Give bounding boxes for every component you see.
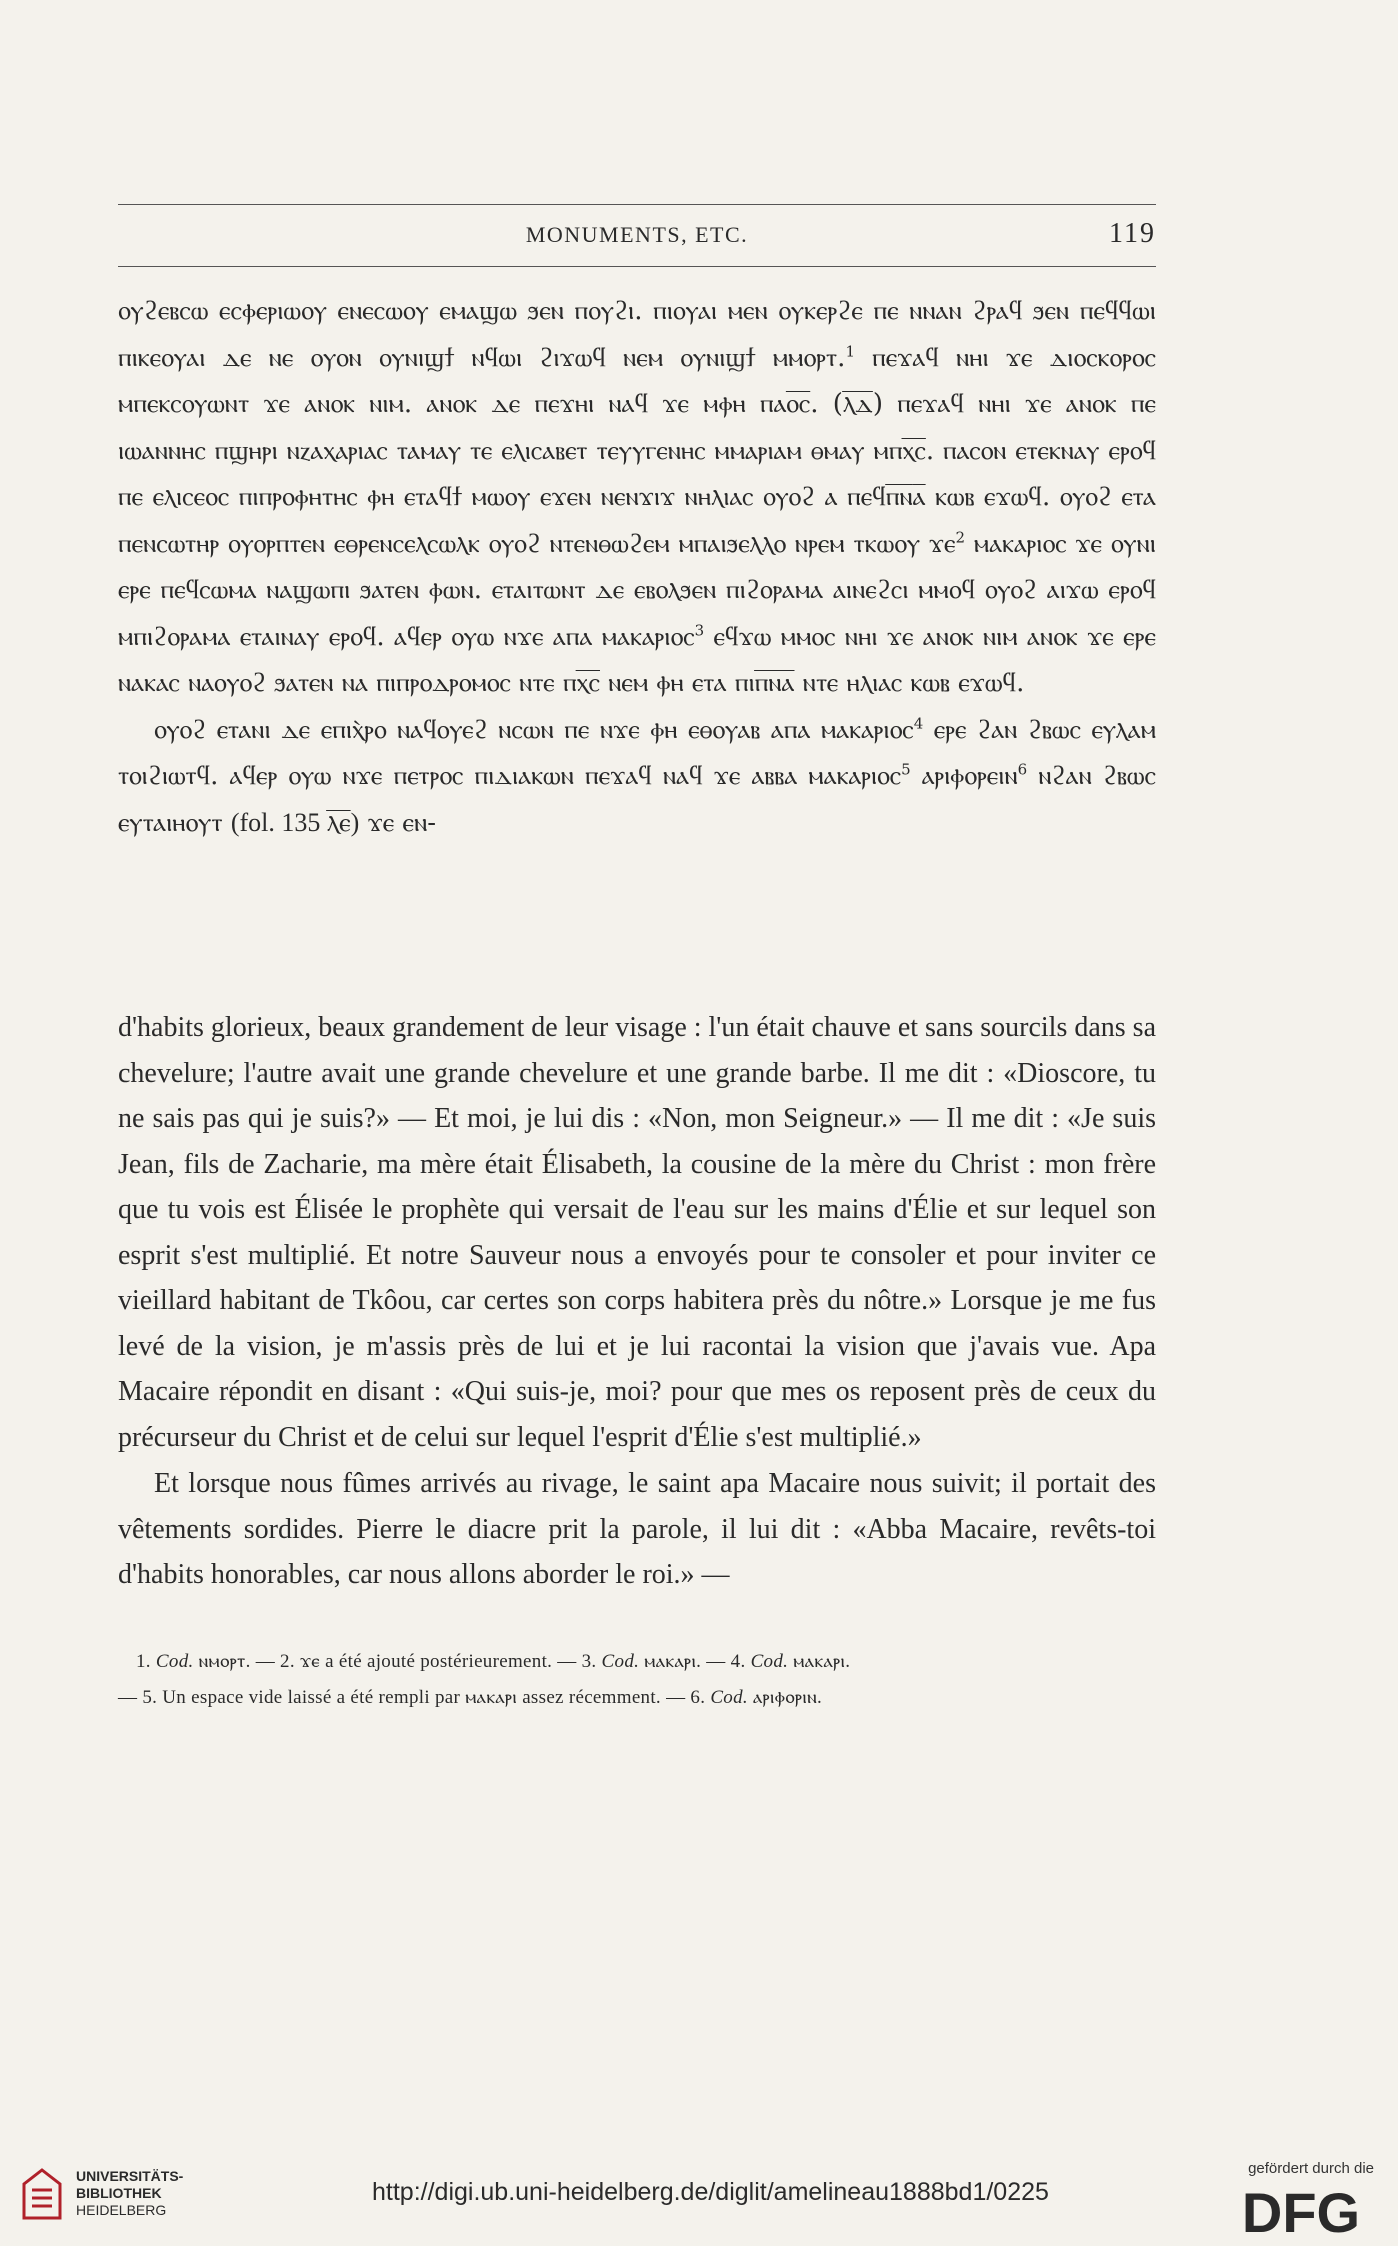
footnote-ref-2: 2 [955,527,966,546]
university-library-logo-icon [20,2166,64,2222]
header-rule-top [118,204,1156,205]
running-title: MONUMENTS, ETC. [525,222,749,247]
page-number: 119 [1109,218,1156,249]
footnote-line-2: — 5. Un espace vide laissé a été rempli par ⲙⲁⲕⲁⲣⲓ assez récemment. — 6. Cod. ⲁⲣⲓⲫⲟⲣⲓⲛ. [118,1687,823,1708]
footnote-ref-6: 6 [1017,760,1028,779]
permalink[interactable]: http://digi.ub.uni-heidelberg.de/diglit/amelineau1888bd1/0225 [372,2178,1049,2206]
french-paragraph-2: Et lorsque nous fûmes arrivés au rivage, le saint apa Macaire nous suivit; il portait des vêtements sordides. Pierre le diacre prit la parole, il lui dit : «Abba Macaire, revêts-toi d'habits honorables, car nous allons aborder le roi.» — [118,1468,1156,1590]
footnote-line-1: 1. Cod. ⲛⲙⲟⲣⲧ. — 2. ϫⲉ a été ajouté postérieurement. — 3. Cod. ⲙⲁⲕⲁⲣⲓ. — 4. Cod. ⲙⲁⲕⲁⲣⲓ. [136,1651,851,1672]
running-head [118,214,1156,258]
footnote-ref-1: 1 [845,341,855,360]
coptic-paragraph-2: ⲟⲩⲟϩ ⲉⲧⲁⲛⲓ ⲇⲉ ⲉⲡⲓⲭ̀ⲣⲟ ⲛⲁϥⲟⲩⲉϩ ⲛⲥⲱⲛ ⲡⲉ ⲛϫⲉ ⲫⲏ ⲉⲑⲟⲩⲁⲃ ⲁⲡⲁ ⲙⲁⲕⲁⲣⲓⲟⲥ$^4$ ⲉⲣⲉ ϩⲁⲛ ϩⲃⲱⲥ ⲉⲩⲗⲁⲙ ⲧⲟⲓϩⲓⲱⲧϥ. ⲁϥⲉⲣ ⲟⲩⲱ ⲛϫⲉ ⲡⲉⲧⲣⲟⲥ ⲡⲓⲇⲓⲁⲕⲱⲛ ⲡⲉϫⲁϥ ⲛⲁϥ ϫⲉ ⲁⲃⲃⲁ ⲙⲁⲕⲁⲣⲓⲟⲥ$^5$ ⲁⲣⲓⲫⲟⲣⲉⲓⲛ$^6$ ⲛϩⲁⲛ ϩⲃⲱⲥ ⲉⲩⲧⲁⲓⲏⲟⲩⲧ (fol. 135 ⲗ̅ⲉ̅) ϫⲉ ⲉⲛ- [118,713,1157,838]
footnotes [118,1644,1156,1716]
svg-text:DFG: DFG [1241,2184,1361,2238]
library-name: UNIVERSITÄTS- BIBLIOTHEK HEIDELBERG [76,2168,184,2218]
funding-caption: gefördert durch die [1248,2160,1374,2177]
header-rule-bottom [118,266,1156,267]
coptic-paragraph-1: ⲟⲩϩⲉⲃⲥⲱ ⲉⲥⲫⲉⲣⲓⲱⲟⲩ ⲉⲛⲉⲥⲱⲟⲩ ⲉⲙⲁϣⲱ ϧⲉⲛ ⲡⲟⲩϩⲓ. ⲡⲓⲟⲩⲁⲓ ⲙⲉⲛ ⲟⲩⲕⲉⲣϩⲉ ⲡⲉ ⲛⲛⲁⲛ ϩⲣⲁϥ ϧⲉⲛ ⲡⲉϥϥⲱⲓ ⲡⲓⲕⲉⲟⲩⲁⲓ ⲇⲉ ⲛⲉ ⲟⲩⲟⲛ ⲟⲩⲛⲓϣϯ ⲛϥⲱⲓ ϩⲓϫⲱϥ ⲛⲉⲙ ⲟⲩⲛⲓϣϯ ⲙⲙⲟⲣⲧ.$^1$ ⲡⲉϫⲁϥ ⲛⲏⲓ ϫⲉ ⲇⲓⲟⲥⲕⲟⲣⲟⲥ ⲙⲡⲉⲕⲥⲟⲩⲱⲛⲧ ϫⲉ ⲁⲛⲟⲕ ⲛⲓⲙ. ⲁⲛⲟⲕ ⲇⲉ ⲡⲉϫⲏⲓ ⲛⲁϥ ϫⲉ ⲙⲫⲏ ⲡⲁⲟ̅ⲥ̅. (ⲗ̅ⲇ̅) ⲡⲉϫⲁϥ ⲛⲏⲓ ϫⲉ ⲁⲛⲟⲕ ⲡⲉ ⲓⲱⲁⲛⲛⲏⲥ ⲡϣⲏⲣⲓ ⲛⲍⲁⲭⲁⲣⲓⲁⲥ ⲧⲁⲙⲁⲩ ⲧⲉ ⲉⲗⲓⲥⲁⲃⲉⲧ ⲧⲉⲩⲩⲅⲉⲛⲏⲥ ⲙⲙⲁⲣⲓⲁⲙ ⲑⲙⲁⲩ ⲙⲡⲭ̅ⲥ̅. ⲡⲁⲥⲟⲛ ⲉⲧⲉⲕⲛⲁⲩ ⲉⲣⲟϥ ⲡⲉ ⲉⲗⲓⲥⲉⲟⲥ ⲡⲓⲡⲣⲟⲫⲏⲧⲏⲥ ⲫⲏ ⲉⲧⲁϥϯ ⲙⲱⲟⲩ ⲉϫⲉⲛ ⲛⲉⲛϫⲓϫ ⲛⲏⲗⲓⲁⲥ ⲟⲩⲟϩ ⲁ ⲡⲉϥⲡ̅ⲛ̅ⲁ̅ ⲕⲱⲃ ⲉϫⲱϥ. ⲟⲩⲟϩ ⲉⲧⲁ ⲡⲉⲛⲥⲱⲧⲏⲣ ⲟⲩⲟⲣⲡⲧⲉⲛ ⲉⲑⲣⲉⲛⲥⲉⲗⲥⲱⲗⲕ ⲟⲩⲟϩ ⲛⲧⲉⲛⲑⲱϩⲉⲙ ⲙⲡⲁⲓϧⲉⲗⲗⲟ ⲛⲣⲉⲙ ⲧⲕⲱⲟⲩ ϫⲉ$^2$ ⲙⲁⲕⲁⲣⲓⲟⲥ ϫⲉ ⲟⲩⲛⲓ ⲉⲣⲉ ⲡⲉϥⲥⲱⲙⲁ ⲛⲁϣⲱⲡⲓ ϧⲁⲧⲉⲛ ⲫⲱⲛ. ⲉⲧⲁⲓⲧⲱⲛⲧ ⲇⲉ ⲉⲃⲟⲗϧⲉⲛ ⲡⲓϩⲟⲣⲁⲙⲁ ⲁⲓⲛⲉϩⲥⲓ ⲙⲙⲟϥ ⲟⲩⲟϩ ⲁⲓϫⲱ ⲉⲣⲟϥ ⲙⲡⲓϩⲟⲣⲁⲙⲁ ⲉⲧⲁⲓⲛⲁⲩ ⲉⲣⲟϥ. ⲁϥⲉⲣ ⲟⲩⲱ ⲛϫⲉ ⲁⲡⲁ ⲙⲁⲕⲁⲣⲓⲟⲥ$^3$ ⲉϥϫⲱ ⲙⲙⲟⲥ ⲛⲏⲓ ϫⲉ ⲁⲛⲟⲕ ⲛⲓⲙ ⲁⲛⲟⲕ ϫⲉ ⲉⲣⲉ ⲛⲁⲕⲁⲥ ⲛⲁⲟⲩⲟϩ ϧⲁⲧⲉⲛ ⲛⲁ ⲡⲓⲡⲣⲟⲇⲣⲟⲙⲟⲥ ⲛⲧⲉ ⲡⲭ̅ⲥ̅ ⲛⲉⲙ ⲫⲏ ⲉⲧⲁ ⲡⲓⲡ̅ⲛ̅ⲁ̅ ⲛⲧⲉ ⲏⲗⲓⲁⲥ ⲕⲱⲃ ⲉϫⲱϥ. [118,296,1156,698]
dfg-logo-icon [1226,2184,1376,2238]
digitization-footer [0,2138,1398,2246]
coptic-text [118,288,1156,846]
french-translation [118,1005,1156,1598]
footnote-ref-5: 5 [901,760,911,779]
footnote-ref-4: 4 [913,713,924,732]
footnote-ref-3: 3 [694,620,705,639]
french-paragraph-1: d'habits glorieux, beaux grandement de leur visage : l'un était chauve et sans sourcils dans sa chevelure; l'autre avait une grande chevelure et une grande barbe. Il me dit : «Dioscore, tu ne sais pas qui je suis?» — Et moi, je lui dis : «Non, mon Seigneur.» — Il me dit : «Je suis Jean, fils de Zacharie, ma mère était Élisabeth, la cousine de la mère du Christ : mon frère que tu vois est Élisée le prophète qui versait de l'eau sur les mains d'Élie et sur lequel son esprit s'est multiplié. Et notre Sauveur nous a envoyés pour te consoler et pour inviter ce vieillard habitant de Tkôou, car certes son corps habitera près du nôtre.» Lorsque je me fus levé de la vision, je m'assis près de lui et je lui racontai la vision que j'avais vue. Apa Macaire répondit en disant : «Qui suis-je, moi? pour que mes os reposent près de ceux du précurseur du Christ et de celui sur lequel l'esprit d'Élie s'est multiplié.» [118,1012,1157,1453]
folio-reference: (fol. 135 ⲗ̅ⲉ̅) [230,807,360,837]
